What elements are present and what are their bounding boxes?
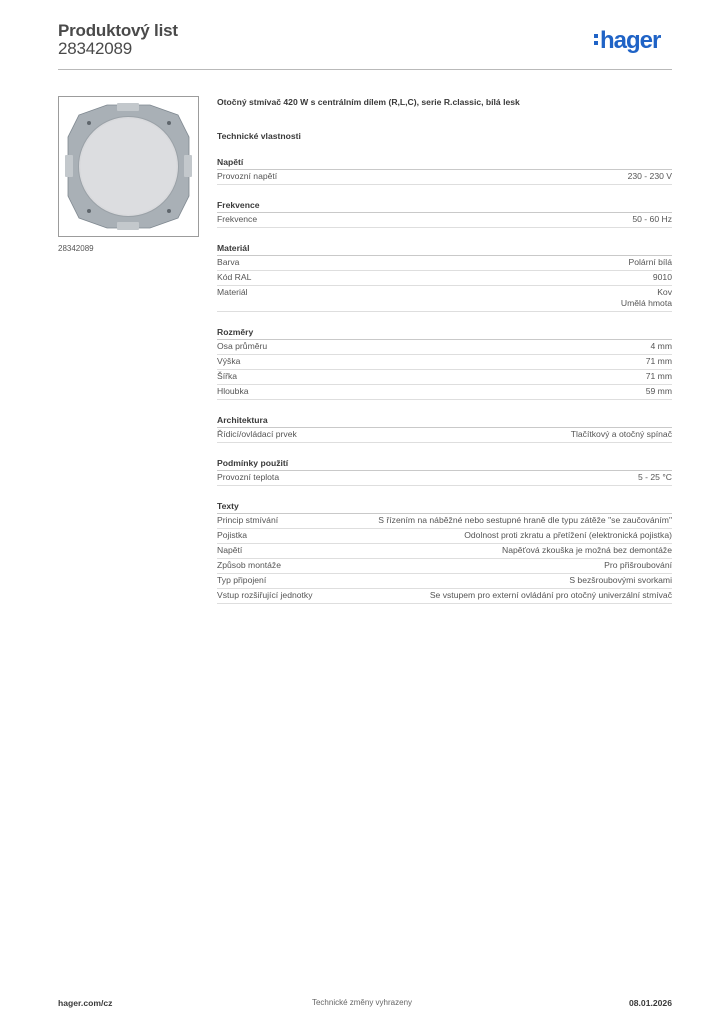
- spec-label: Kód RAL: [217, 272, 252, 282]
- spec-row: [217, 340, 672, 355]
- spec-label: Způsob montáže: [217, 560, 282, 570]
- spec-value: [249, 386, 672, 397]
- spec-label: Provozní napětí: [217, 171, 278, 181]
- spec-label: Pojistka: [217, 530, 248, 540]
- spec-label: Řídicí/ovládací prvek: [217, 429, 297, 439]
- spec-sections: [217, 156, 672, 604]
- spec-row: [217, 213, 672, 228]
- spec-label: Napětí: [217, 545, 243, 555]
- spec-row: [217, 529, 672, 544]
- spec-label: Vstup rozšiřující jednotky: [217, 590, 313, 600]
- product-details: [217, 96, 672, 604]
- product-code: 28342089: [58, 39, 133, 58]
- spec-label: Princip stmívání: [217, 515, 279, 525]
- spec-section: [217, 199, 672, 228]
- spec-value: [257, 214, 672, 225]
- spec-label: Hloubka: [217, 386, 249, 396]
- spec-value-line: 4 mm: [650, 341, 672, 351]
- spec-row: [217, 286, 672, 312]
- section-heading: Frekvence: [217, 199, 672, 213]
- spec-value: [278, 515, 672, 526]
- spec-section: [217, 457, 672, 486]
- spec-value: [277, 171, 672, 182]
- section-heading: Napětí: [217, 156, 672, 170]
- footer-website: hager.com/cz: [58, 998, 113, 1008]
- spec-label: Šířka: [217, 371, 238, 381]
- section-heading: Materiál: [217, 242, 672, 256]
- image-caption: 28342089: [58, 244, 94, 253]
- spec-value-line: Polární bílá: [628, 257, 672, 267]
- spec-label: Provozní teplota: [217, 472, 280, 482]
- spec-row: [217, 514, 672, 529]
- spec-value: [297, 429, 672, 440]
- spec-value: [313, 590, 672, 601]
- spec-row: [217, 385, 672, 400]
- spec-value-line: 50 - 60 Hz: [632, 214, 672, 224]
- spec-value-line: 71 mm: [645, 356, 672, 366]
- header-divider: [58, 69, 672, 70]
- spec-value: [251, 272, 672, 283]
- spec-value-line: 5 - 25 °C: [637, 472, 672, 482]
- section-heading: Architektura: [217, 414, 672, 428]
- product-title: Otočný stmívač 420 W s centrálním dílem (R,L,C), serie R.classic, bílá lesk: [217, 97, 520, 107]
- spec-value: [247, 530, 672, 541]
- spec-value: [279, 472, 672, 483]
- spec-label: Materiál: [217, 287, 248, 297]
- spec-value: [267, 341, 672, 352]
- spec-row: [217, 589, 672, 604]
- spec-value-line: Kov: [657, 287, 672, 297]
- section-heading: Rozměry: [217, 326, 672, 340]
- hager-logo: [594, 26, 674, 56]
- spec-section: [217, 500, 672, 604]
- spec-row: [217, 170, 672, 185]
- spec-value-line: Se vstupem pro externí ovládání pro otočný univerzální stmívač: [429, 590, 672, 600]
- spec-value-line: Napěťová zkouška je možná bez demontáže: [502, 545, 672, 555]
- spec-section: [217, 242, 672, 312]
- spec-row: [217, 271, 672, 286]
- section-heading: Podmínky použití: [217, 457, 672, 471]
- spec-value: [242, 545, 672, 556]
- spec-row: [217, 256, 672, 271]
- spec-value-line: Umělá hmota: [620, 298, 672, 308]
- spec-value-line: 71 mm: [645, 371, 672, 381]
- spec-label: Frekvence: [217, 214, 258, 224]
- logo-text: hager: [600, 27, 661, 54]
- product-image: [58, 96, 199, 237]
- spec-label: Výška: [217, 356, 241, 366]
- spec-value: [239, 257, 672, 268]
- spec-row: [217, 355, 672, 370]
- spec-row: [217, 544, 672, 559]
- spec-label: Barva: [217, 257, 240, 267]
- spec-value: [237, 371, 672, 382]
- spec-value-line: S bezšroubovými svorkami: [569, 575, 672, 585]
- spec-value: [266, 575, 672, 586]
- spec-value-line: Tlačítkový a otočný spínač: [570, 429, 672, 439]
- spec-section: [217, 326, 672, 400]
- spec-value-line: 230 - 230 V: [627, 171, 672, 181]
- footer-note: Technické změny vyhrazeny: [311, 998, 413, 1007]
- spec-row: [217, 559, 672, 574]
- spec-value-line: S řízením na náběžné nebo sestupné hraně dle typu zátěže "se zaučováním": [378, 515, 672, 525]
- document-title: Produktový list: [58, 21, 178, 40]
- spec-value-line: Pro přišroubování: [604, 560, 672, 570]
- spec-label: Typ připojení: [217, 575, 267, 585]
- spec-row: [217, 370, 672, 385]
- spec-row: [217, 471, 672, 486]
- dimmer-illustration: [59, 97, 198, 236]
- footer-date: 08.01.2026: [628, 998, 672, 1008]
- spec-section: [217, 414, 672, 443]
- technical-properties-heading: Technické vlastnosti: [217, 131, 301, 141]
- spec-value: [248, 287, 672, 309]
- spec-section: [217, 156, 672, 185]
- spec-value-line: 59 mm: [645, 386, 672, 396]
- spec-value-line: Odolnost proti zkratu a přetížení (elektronická pojistka): [464, 530, 672, 540]
- spec-row: [217, 574, 672, 589]
- spec-value: [240, 356, 672, 367]
- spec-value: [281, 560, 672, 571]
- spec-label: Osa průměru: [217, 341, 268, 351]
- section-heading: Texty: [217, 500, 672, 514]
- spec-row: [217, 428, 672, 443]
- spec-value-line: 9010: [652, 272, 672, 282]
